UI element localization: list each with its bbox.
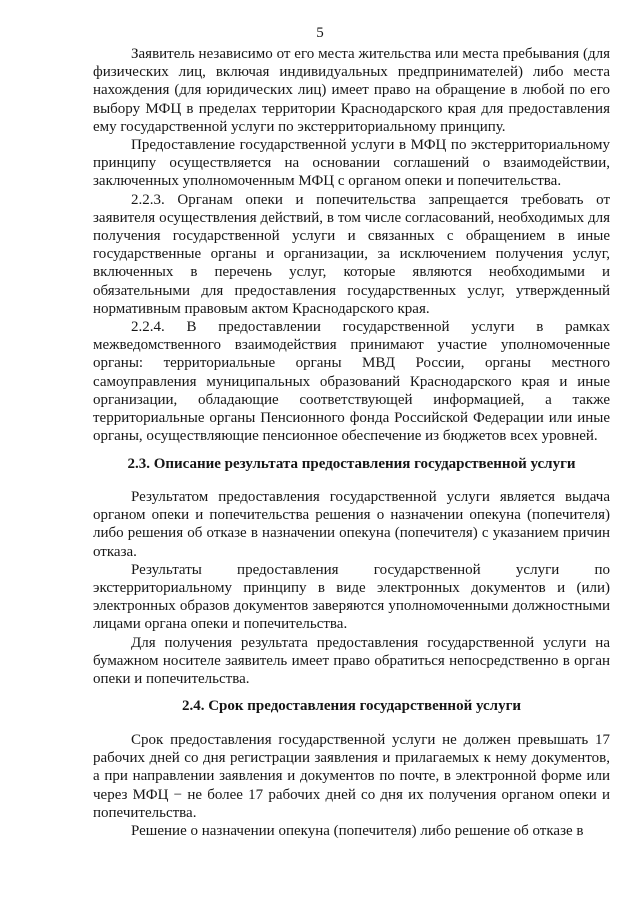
paragraph-2-2-4: 2.2.4. В предоставлении государственной услуги в рамках межведомственного взаимодействия принимают участие уполномоченные органы: территориальные органы МВД России, органы местного самоуправления муниципальных образований Краснодарского края и иные организации, обладающие соответствующей информацией, а также территориальные органы Пенсионного фонда Российской Федерации или иные органы, осуществляющие пенсионное обеспечение из бюджетов всех уровней. <box>93 319 610 445</box>
paragraph-extraterritorial-right: Заявитель независимо от его места жительства или места пребывания (для физических лиц, включая индивидуальных предпринимателей) либо места нахождения (для юридических лиц) имеет право на обращение в любой по его выбору МФЦ в пределах территории Краснодарского края для предоставления ему государственной услуги по экстерриториальному принципу. <box>93 46 610 135</box>
paragraph-group-2-3 <box>93 488 610 688</box>
paragraph-group-2-2 <box>93 45 610 445</box>
paragraph-electronic-results: Результаты предоставления государственной услуги по экстерриториальному принципу в виде электронных документов и (или) электронных образов документов заверяются уполномоченными должностными лицами органа опеки и попечительства. <box>93 561 610 633</box>
paragraph-decision-continued: Решение о назначении опекуна (попечителя) либо решение об отказе в <box>131 823 584 840</box>
page-number: 5 <box>316 25 324 41</box>
paragraph-group-2-4 <box>93 731 610 840</box>
heading-2-4: 2.4. Срок предоставления государственной услуги <box>181 698 522 714</box>
paragraph-service-term: Срок предоставления государственной услуги не должен превышать 17 рабочих дней со дня регистрации заявления и прилагаемых к нему документов, а при направлении заявления и документов по почте, в электронной форме или через МФЦ − не более 17 рабочих дней со дня их получения органом опеки и попечительства. <box>93 732 610 821</box>
paragraph-2-2-3: 2.2.3. Органам опеки и попечительства запрещается требовать от заявителя осуществления действий, в том числе согласований, необходимых для получения государственной услуги и связанных с обращением в иные государственные органы и организации, за исключением получения услуг, включенных в перечень услуг, которые являются необходимыми и обязательными для предоставления государственных услуг, утвержденный нормативным правовым актом Краснодарского края. <box>93 191 610 317</box>
paragraph-paper-result: Для получения результата предоставления государственной услуги на бумажном носителе заявитель имеет право обратиться непосредственно в орган опеки и попечительства. <box>93 634 610 688</box>
paragraph-result-description: Результатом предоставления государственной услуги является выдача органом опеки и попечительства решения о назначении опекуна (попечителя) либо решения об отказе в назначении опекуна (попечителя) с указанием причин отказа. <box>93 489 610 560</box>
paragraph-mfc-agreements: Предоставление государственной услуги в МФЦ по экстерриториальному принципу осуществляется на основании соглашений о взаимодействии, заключенных уполномоченным МФЦ с органом опеки и попечительства. <box>93 137 610 190</box>
heading-2-3: 2.3. Описание результата предоставления государственной услуги <box>127 456 576 472</box>
